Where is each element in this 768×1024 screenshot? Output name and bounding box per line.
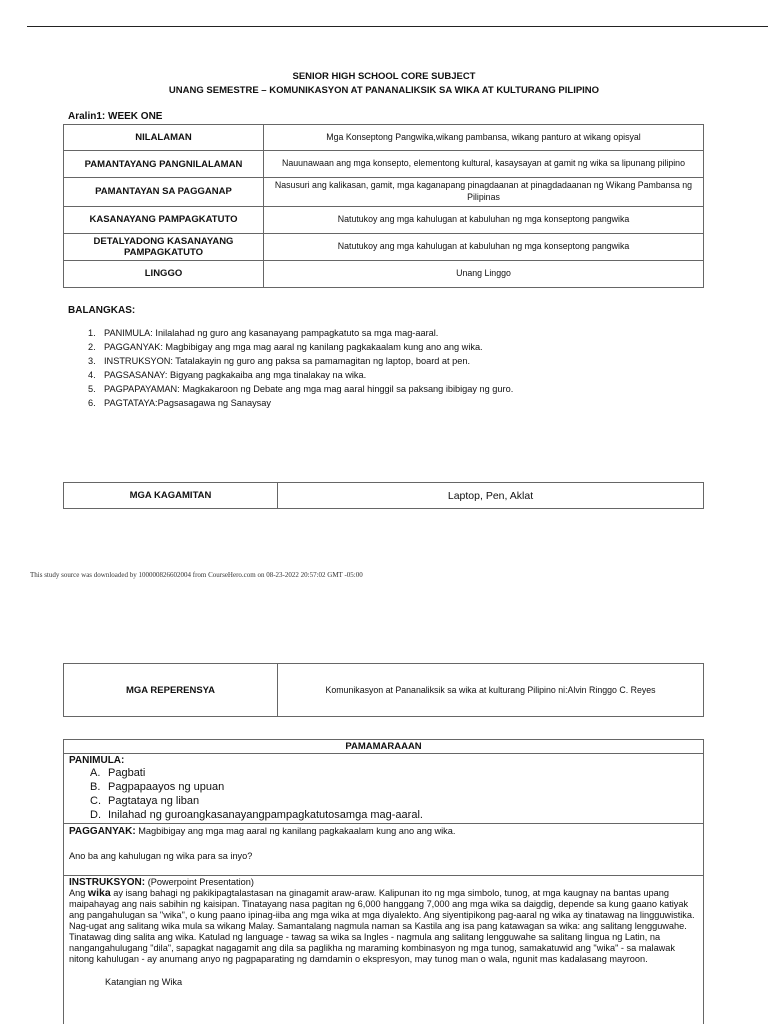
item-number: 5. — [88, 384, 96, 394]
top-rule — [27, 26, 768, 27]
row-value: Mga Konseptong Pangwika,wikang pambansa, wikang panturo at wikang opisyal — [264, 125, 704, 151]
item-text: PAGTATAYA:Pagsasagawa ng Sanaysay — [104, 398, 271, 408]
row-value: Komunikasyon at Pananaliksik sa wika at kulturang Pilipino ni:Alvin Ringgo C. Reyes — [278, 664, 704, 717]
reperensya-table — [63, 663, 704, 717]
pagganyak-line — [69, 825, 698, 838]
panimula-list — [69, 766, 698, 822]
panimula-section — [64, 754, 703, 824]
instruksyon-body: ay isang bahagi ng pakikipagtalastasan na ginagamit araw-araw. Kalipunan ito ng mga simbolo, tunog, at mga kaugnay na bantas upang maipahayag ang nais sabihin ng kaisipan. Tinatayang nasa pagitan ng 6,000 hanggang 7,000 ang mga wika sa daigdig, depende sa kung gaano katiyak ang pangahulugan sa "wika", o kung paano ipinag-iiba ang mga wika at mga diyalekto. Ang siyentipikong pag-aaral ng wika ay tinatawag na lingguwistika. Nag-ugat ang salitang wika mula sa wikang Malay. Samantalang nagmula naman sa Kastila ang isa pang katawagan sa wika: ang salitang lengguwahe. Tinatawag ding salita ang wika. Katulad ng language - tawag sa wika sa Ingles - nagmula ang salitang lengguwahe sa salitang lingua ng Latin, na nangangahulugang "dila", sapagkat nagagamit ang dila sa paglikha ng maraming kombinasyon ng mga tunog, samakatuwid ang "wika" - sa malawak nitong kahulugan - ay anumang anyo ng pagpaparating ng damdamin o ekspresyon, may tunog man o wala, ngunit mas kadalasang mayroon. — [69, 888, 695, 964]
item-letter: D. — [90, 809, 101, 821]
list-item — [90, 794, 698, 808]
list-item — [88, 382, 513, 396]
list-item — [90, 766, 698, 780]
row-key: PAMANTAYAN SA PAGGANAP — [64, 178, 264, 207]
instruksyon-label: INSTRUKSYON: — [69, 877, 146, 888]
item-letter: C. — [90, 795, 101, 807]
table-row — [64, 233, 704, 260]
item-text: Inilahad ng guroangkasanayangpampagkatutosamga mag-aaral. — [108, 809, 423, 821]
katangian-heading: Katangian ng Wika — [105, 977, 183, 987]
item-text: PAGPAPAYAMAN: Magkakaroon ng Debate ang mga mag aaral hinggil sa paksang ibibigay ng guro. — [104, 384, 514, 394]
item-number: 3. — [88, 356, 96, 366]
instruksyon-sub: (Powerpoint Presentation) — [147, 877, 254, 887]
list-item — [90, 808, 698, 822]
table-row — [64, 206, 704, 233]
item-number: 6. — [88, 398, 96, 408]
pagganyak-question: Ano ba ang kahulugan ng wika para sa inyo? — [69, 851, 253, 861]
row-value: Unang Linggo — [264, 260, 704, 287]
item-letter: A. — [90, 767, 101, 779]
row-value: Laptop, Pen, Aklat — [278, 483, 704, 509]
pagganyak-label: PAGGANYAK: — [69, 826, 136, 837]
row-value: Nasusuri ang kalikasan, gamit, mga kaganapang pinagdaanan at pinagdadaanan ng Wikang Pambansa ng Pilipinas — [264, 178, 704, 207]
list-item — [88, 354, 513, 368]
item-text: PAGGANYAK: Magbibigay ang mga mag aaral ng kanilang pagkakaalam kung ano ang wika. — [104, 342, 483, 352]
list-item — [88, 340, 513, 354]
ang-word: Ang — [69, 888, 86, 898]
item-text: Pagtataya ng liban — [108, 795, 200, 807]
item-letter: B. — [90, 781, 101, 793]
item-number: 2. — [88, 342, 96, 352]
kagamitan-table — [63, 482, 704, 509]
row-key: DETALYADONG KASANAYANG PAMPAGKATUTO — [64, 233, 264, 260]
item-number: 4. — [88, 370, 96, 380]
table-row — [64, 483, 704, 509]
row-key: PAMANTAYANG PANGNILALAMAN — [64, 151, 264, 178]
instruksyon-paragraph — [69, 888, 698, 965]
table-row — [64, 151, 704, 178]
item-text: Pagbati — [108, 767, 146, 779]
table-row — [64, 260, 704, 287]
download-source-note: This study source was downloaded by 100000826602004 from CourseHero.com on 08-23-2022 20:57:02 GMT -05:00 — [30, 571, 363, 579]
list-item — [88, 368, 513, 382]
panimula-label: PANIMULA: — [69, 755, 125, 766]
row-key: NILALAMAN — [64, 125, 264, 151]
instruksyon-section — [64, 876, 703, 987]
lesson-info-table — [63, 124, 704, 288]
row-key: KASANAYANG PAMPAGKATUTO — [64, 206, 264, 233]
balangkas-list — [88, 326, 513, 410]
row-key: LINGGO — [64, 260, 264, 287]
item-number: 1. — [88, 328, 96, 338]
document-header-course: UNANG SEMESTRE – KOMUNIKASYON AT PANANALIKSIK SA WIKA AT KULTURANG PILIPINO — [168, 85, 600, 96]
row-value: Natutukoy ang mga kahulugan at kabuluhan ng mga konseptong pangwika — [264, 233, 704, 260]
item-text: INSTRUKSYON: Tatalakayin ng guro ang paksa sa pamamagitan ng laptop, board at pen. — [104, 356, 471, 366]
instruksyon-heading — [69, 877, 698, 888]
aralin-label: Aralin1: WEEK ONE — [68, 111, 163, 122]
pamamaraan-box — [63, 739, 704, 1024]
item-text: PAGSASANAY: Bigyang pagkakaiba ang mga tinalakay na wika. — [104, 370, 367, 380]
row-key: MGA KAGAMITAN — [64, 483, 278, 509]
table-row — [64, 125, 704, 151]
document-header-subject: SENIOR HIGH SCHOOL CORE SUBJECT — [292, 71, 476, 82]
row-value: Natutukoy ang mga kahulugan at kabuluhan ng mga konseptong pangwika — [264, 206, 704, 233]
pagganyak-text: Magbibigay ang mga mag aaral ng kanilang pagkakaalam kung ano ang wika. — [138, 826, 456, 836]
table-row — [64, 178, 704, 207]
item-text: PANIMULA: Inilalahad ng guro ang kasanayang pampagkatuto sa mga mag-aaral. — [104, 328, 439, 338]
row-key: MGA REPERENSYA — [64, 664, 278, 717]
list-item — [88, 396, 513, 410]
pagganyak-section — [64, 824, 703, 876]
list-item — [88, 326, 513, 340]
balangkas-title: BALANGKAS: — [68, 305, 136, 316]
item-text: Pagpapaayos ng upuan — [108, 781, 225, 793]
list-item — [90, 780, 698, 794]
pamamaraan-title: PAMAMARAAAN — [64, 740, 703, 754]
table-row — [64, 664, 704, 717]
row-value: Nauunawaan ang mga konsepto, elementong kultural, kasaysayan at gamit ng wika sa lipunang pilipino — [264, 151, 704, 178]
wika-keyword: wika — [87, 887, 111, 899]
